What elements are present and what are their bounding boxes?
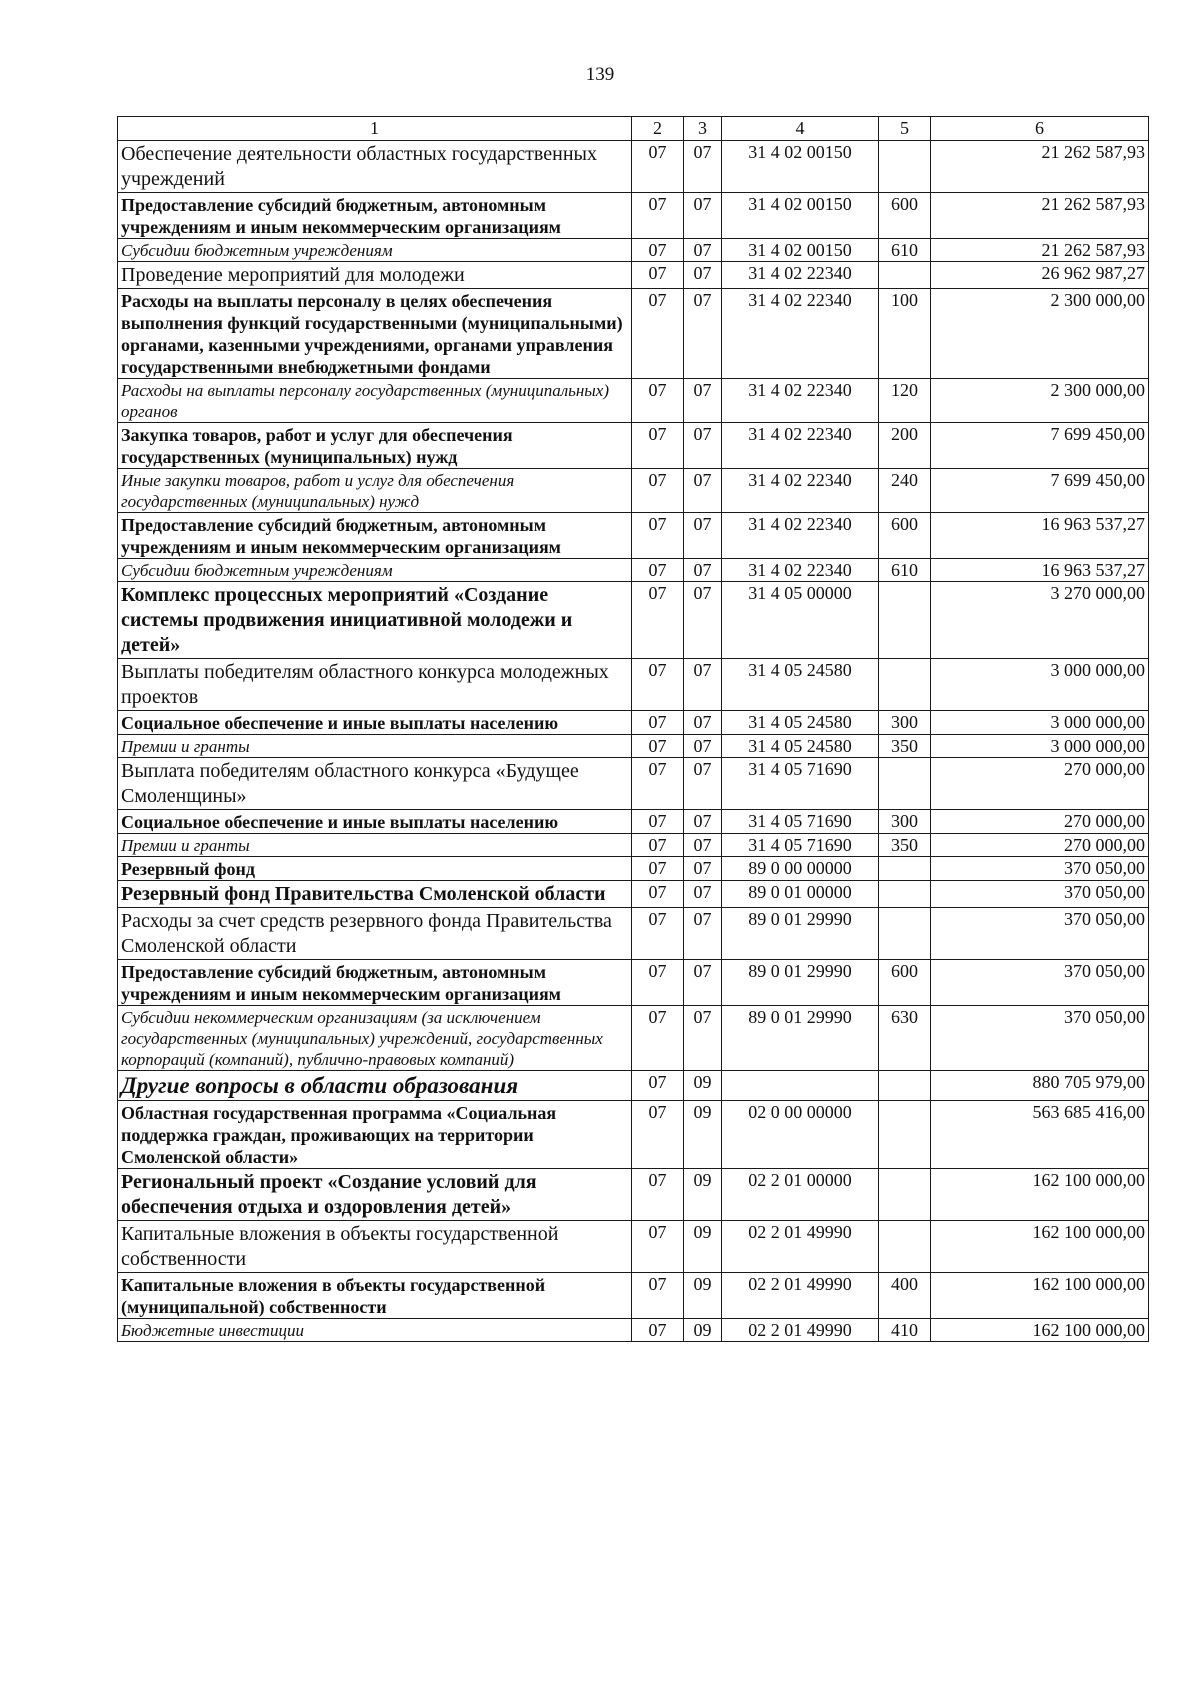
cell-expense-type	[879, 1101, 931, 1169]
table-row	[118, 289, 1149, 379]
table-row	[118, 810, 1149, 834]
cell-section: 07	[632, 758, 684, 810]
cell-target-code: 31 4 02 22340	[722, 262, 879, 289]
table-row	[118, 262, 1149, 289]
cell-section: 07	[632, 582, 684, 659]
table-row	[118, 469, 1149, 513]
cell-subsection: 07	[684, 582, 722, 659]
cell-name: Бюджетные инвестиции	[118, 1319, 632, 1342]
cell-name: Капитальные вложения в объекты государственной (муниципальной) собственности	[118, 1273, 632, 1319]
cell-subsection: 07	[684, 193, 722, 239]
cell-expense-type	[879, 141, 931, 193]
cell-target-code: 89 0 01 29990	[722, 960, 879, 1006]
cell-expense-type	[879, 758, 931, 810]
cell-expense-type: 240	[879, 469, 931, 513]
cell-expense-type: 600	[879, 193, 931, 239]
table-row	[118, 881, 1149, 908]
cell-target-code: 31 4 05 71690	[722, 810, 879, 834]
cell-section: 07	[632, 1071, 684, 1101]
cell-expense-type	[879, 659, 931, 711]
cell-section: 07	[632, 1169, 684, 1221]
cell-subsection: 09	[684, 1071, 722, 1101]
cell-subsection: 07	[684, 559, 722, 582]
cell-target-code: 31 4 02 22340	[722, 559, 879, 582]
cell-expense-type: 600	[879, 513, 931, 559]
cell-subsection: 07	[684, 834, 722, 857]
cell-name: Областная государственная программа «Социальная поддержка граждан, проживающих на территории Смоленской области»	[118, 1101, 632, 1169]
cell-target-code: 31 4 02 00150	[722, 239, 879, 262]
cell-subsection: 09	[684, 1221, 722, 1273]
cell-amount: 162 100 000,00	[931, 1221, 1149, 1273]
cell-name: Социальное обеспечение и иные выплаты населению	[118, 711, 632, 735]
cell-name: Закупка товаров, работ и услуг для обеспечения государственных (муниципальных) нужд	[118, 423, 632, 469]
cell-section: 07	[632, 1273, 684, 1319]
table-row	[118, 834, 1149, 857]
cell-name: Комплекс процессных мероприятий «Создание системы продвижения инициативной молодежи и детей»	[118, 582, 632, 659]
cell-amount: 21 262 587,93	[931, 141, 1149, 193]
cell-subsection: 07	[684, 810, 722, 834]
cell-section: 07	[632, 239, 684, 262]
cell-section: 07	[632, 881, 684, 908]
cell-expense-type: 630	[879, 1006, 931, 1071]
cell-name: Резервный фонд	[118, 857, 632, 881]
cell-subsection: 07	[684, 289, 722, 379]
cell-subsection: 07	[684, 960, 722, 1006]
cell-expense-type: 400	[879, 1273, 931, 1319]
cell-amount: 3 000 000,00	[931, 659, 1149, 711]
cell-section: 07	[632, 513, 684, 559]
cell-amount: 563 685 416,00	[931, 1101, 1149, 1169]
table-header-row	[118, 117, 1149, 141]
table-row	[118, 513, 1149, 559]
cell-target-code: 31 4 02 22340	[722, 513, 879, 559]
cell-target-code	[722, 1071, 879, 1101]
table-row	[118, 1221, 1149, 1273]
cell-amount: 880 705 979,00	[931, 1071, 1149, 1101]
cell-target-code: 31 4 02 22340	[722, 289, 879, 379]
cell-expense-type: 410	[879, 1319, 931, 1342]
table-row	[118, 1101, 1149, 1169]
cell-section: 07	[632, 711, 684, 735]
cell-amount: 16 963 537,27	[931, 513, 1149, 559]
cell-target-code: 02 0 00 00000	[722, 1101, 879, 1169]
cell-subsection: 07	[684, 379, 722, 423]
cell-subsection: 09	[684, 1169, 722, 1221]
cell-subsection: 07	[684, 659, 722, 711]
cell-target-code: 31 4 05 24580	[722, 659, 879, 711]
cell-expense-type: 120	[879, 379, 931, 423]
cell-amount: 162 100 000,00	[931, 1169, 1149, 1221]
cell-target-code: 31 4 02 22340	[722, 379, 879, 423]
cell-expense-type	[879, 1169, 931, 1221]
cell-subsection: 07	[684, 1006, 722, 1071]
cell-subsection: 07	[684, 239, 722, 262]
cell-amount: 3 270 000,00	[931, 582, 1149, 659]
cell-expense-type	[879, 908, 931, 960]
cell-section: 07	[632, 262, 684, 289]
header-col-6: 6	[931, 117, 1149, 141]
cell-name: Капитальные вложения в объекты государственной собственности	[118, 1221, 632, 1273]
cell-name: Расходы на выплаты персоналу государственных (муниципальных) органов	[118, 379, 632, 423]
cell-section: 07	[632, 469, 684, 513]
table-row	[118, 1006, 1149, 1071]
cell-name: Расходы за счет средств резервного фонда Правительства Смоленской области	[118, 908, 632, 960]
cell-name: Субсидии бюджетным учреждениям	[118, 559, 632, 582]
header-col-5: 5	[879, 117, 931, 141]
cell-target-code: 02 2 01 49990	[722, 1319, 879, 1342]
cell-subsection: 07	[684, 513, 722, 559]
header-col-4: 4	[722, 117, 879, 141]
cell-target-code: 02 2 01 49990	[722, 1273, 879, 1319]
cell-section: 07	[632, 908, 684, 960]
table-row	[118, 758, 1149, 810]
cell-expense-type: 300	[879, 711, 931, 735]
cell-expense-type: 610	[879, 239, 931, 262]
table-row	[118, 193, 1149, 239]
table-row	[118, 379, 1149, 423]
table-row	[118, 659, 1149, 711]
cell-amount: 370 050,00	[931, 960, 1149, 1006]
cell-expense-type	[879, 582, 931, 659]
cell-amount: 2 300 000,00	[931, 289, 1149, 379]
cell-name: Иные закупки товаров, работ и услуг для обеспечения государственных (муниципальных) нужд	[118, 469, 632, 513]
cell-name: Премии и гранты	[118, 834, 632, 857]
cell-expense-type	[879, 262, 931, 289]
table-row	[118, 1169, 1149, 1221]
cell-section: 07	[632, 659, 684, 711]
cell-amount: 21 262 587,93	[931, 239, 1149, 262]
cell-section: 07	[632, 1006, 684, 1071]
cell-subsection: 07	[684, 711, 722, 735]
cell-name: Выплата победителям областного конкурса «Будущее Смоленщины»	[118, 758, 632, 810]
table-body	[118, 141, 1149, 1342]
table-row	[118, 908, 1149, 960]
cell-section: 07	[632, 289, 684, 379]
cell-expense-type	[879, 881, 931, 908]
cell-expense-type: 350	[879, 834, 931, 857]
page-number: 139	[585, 64, 615, 85]
cell-section: 07	[632, 857, 684, 881]
table-row	[118, 960, 1149, 1006]
cell-name: Проведение мероприятий для молодежи	[118, 262, 632, 289]
cell-target-code: 31 4 02 00150	[722, 193, 879, 239]
cell-name: Расходы на выплаты персоналу в целях обеспечения выполнения функций государственными (муниципальными) органами, казенными учреждениями, органами управления государственными внебюджетными фондами	[118, 289, 632, 379]
cell-subsection: 07	[684, 141, 722, 193]
cell-expense-type: 600	[879, 960, 931, 1006]
table-row	[118, 141, 1149, 193]
cell-name: Региональный проект «Создание условий для обеспечения отдыха и оздоровления детей»	[118, 1169, 632, 1221]
cell-section: 07	[632, 141, 684, 193]
cell-name: Предоставление субсидий бюджетным, автономным учреждениям и иным некоммерческим организациям	[118, 513, 632, 559]
cell-target-code: 89 0 01 29990	[722, 1006, 879, 1071]
cell-name: Предоставление субсидий бюджетным, автономным учреждениям и иным некоммерческим организациям	[118, 960, 632, 1006]
cell-expense-type: 350	[879, 735, 931, 758]
cell-amount: 162 100 000,00	[931, 1273, 1149, 1319]
cell-name: Субсидии некоммерческим организациям (за исключением государственных (муниципальных) учреждений, государственных корпораций (компаний), публично-правовых компаний)	[118, 1006, 632, 1071]
cell-target-code: 31 4 02 22340	[722, 423, 879, 469]
cell-expense-type	[879, 1071, 931, 1101]
table-row	[118, 1071, 1149, 1101]
cell-expense-type: 200	[879, 423, 931, 469]
header-col-1: 1	[118, 117, 632, 141]
table-row	[118, 423, 1149, 469]
cell-name: Социальное обеспечение и иные выплаты населению	[118, 810, 632, 834]
cell-section: 07	[632, 960, 684, 1006]
cell-expense-type: 300	[879, 810, 931, 834]
cell-amount: 270 000,00	[931, 834, 1149, 857]
cell-target-code: 02 2 01 49990	[722, 1221, 879, 1273]
cell-section: 07	[632, 1101, 684, 1169]
cell-subsection: 07	[684, 262, 722, 289]
cell-amount: 3 000 000,00	[931, 735, 1149, 758]
cell-subsection: 07	[684, 908, 722, 960]
budget-table	[117, 116, 1149, 1342]
cell-section: 07	[632, 1221, 684, 1273]
table-row	[118, 1273, 1149, 1319]
header-col-3: 3	[684, 117, 722, 141]
cell-name: Премии и гранты	[118, 735, 632, 758]
table-row	[118, 735, 1149, 758]
cell-target-code: 02 2 01 00000	[722, 1169, 879, 1221]
cell-subsection: 07	[684, 423, 722, 469]
cell-subsection: 07	[684, 758, 722, 810]
cell-subsection: 07	[684, 469, 722, 513]
cell-amount: 21 262 587,93	[931, 193, 1149, 239]
table-row	[118, 857, 1149, 881]
cell-subsection: 07	[684, 857, 722, 881]
cell-amount: 7 699 450,00	[931, 469, 1149, 513]
cell-target-code: 31 4 05 71690	[722, 758, 879, 810]
cell-amount: 7 699 450,00	[931, 423, 1149, 469]
cell-amount: 370 050,00	[931, 857, 1149, 881]
cell-section: 07	[632, 379, 684, 423]
cell-amount: 370 050,00	[931, 1006, 1149, 1071]
cell-subsection: 07	[684, 881, 722, 908]
cell-section: 07	[632, 559, 684, 582]
cell-subsection: 09	[684, 1101, 722, 1169]
table-row	[118, 1319, 1149, 1342]
cell-amount: 16 963 537,27	[931, 559, 1149, 582]
cell-target-code: 89 0 00 00000	[722, 857, 879, 881]
cell-section: 07	[632, 193, 684, 239]
table-row	[118, 711, 1149, 735]
cell-name: Обеспечение деятельности областных государственных учреждений	[118, 141, 632, 193]
cell-amount: 370 050,00	[931, 908, 1149, 960]
cell-amount: 26 962 987,27	[931, 262, 1149, 289]
cell-amount: 270 000,00	[931, 758, 1149, 810]
cell-subsection: 07	[684, 735, 722, 758]
cell-amount: 270 000,00	[931, 810, 1149, 834]
cell-section: 07	[632, 423, 684, 469]
table-row	[118, 239, 1149, 262]
table-row	[118, 582, 1149, 659]
cell-amount: 370 050,00	[931, 881, 1149, 908]
cell-target-code: 31 4 05 24580	[722, 711, 879, 735]
cell-amount: 3 000 000,00	[931, 711, 1149, 735]
cell-section: 07	[632, 834, 684, 857]
cell-section: 07	[632, 735, 684, 758]
cell-target-code: 31 4 02 00150	[722, 141, 879, 193]
cell-name: Предоставление субсидий бюджетным, автономным учреждениям и иным некоммерческим организациям	[118, 193, 632, 239]
cell-target-code: 31 4 02 22340	[722, 469, 879, 513]
cell-expense-type: 100	[879, 289, 931, 379]
cell-amount: 2 300 000,00	[931, 379, 1149, 423]
cell-name: Резервный фонд Правительства Смоленской области	[118, 881, 632, 908]
cell-expense-type: 610	[879, 559, 931, 582]
cell-expense-type	[879, 857, 931, 881]
cell-target-code: 89 0 01 29990	[722, 908, 879, 960]
cell-section: 07	[632, 1319, 684, 1342]
cell-amount: 162 100 000,00	[931, 1319, 1149, 1342]
table-row	[118, 559, 1149, 582]
cell-name: Выплаты победителям областного конкурса молодежных проектов	[118, 659, 632, 711]
cell-section: 07	[632, 810, 684, 834]
cell-target-code: 89 0 01 00000	[722, 881, 879, 908]
cell-subsection: 09	[684, 1319, 722, 1342]
cell-target-code: 31 4 05 24580	[722, 735, 879, 758]
cell-name: Другие вопросы в области образования	[118, 1071, 632, 1101]
header-col-2: 2	[632, 117, 684, 141]
cell-expense-type	[879, 1221, 931, 1273]
cell-name: Субсидии бюджетным учреждениям	[118, 239, 632, 262]
cell-target-code: 31 4 05 00000	[722, 582, 879, 659]
cell-target-code: 31 4 05 71690	[722, 834, 879, 857]
cell-subsection: 09	[684, 1273, 722, 1319]
